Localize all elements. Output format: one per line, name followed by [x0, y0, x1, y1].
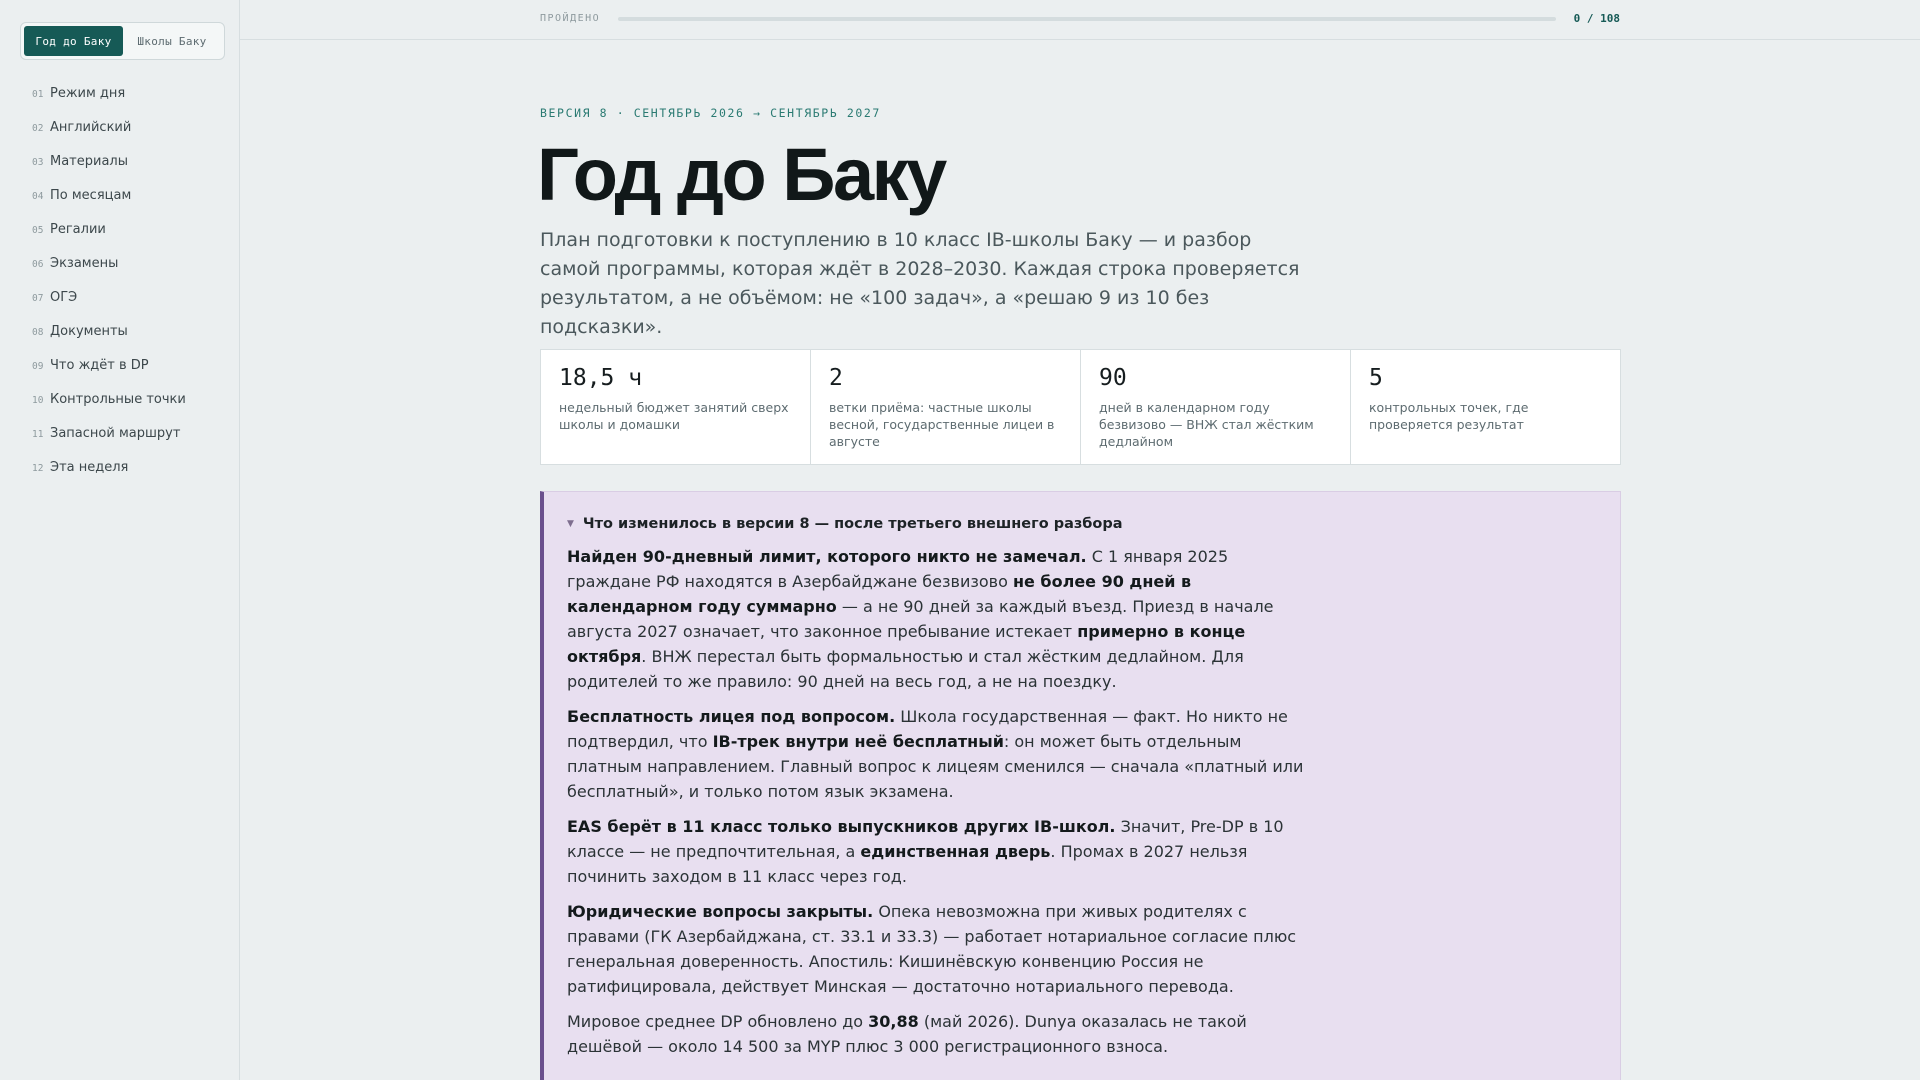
sidebar-item-zapasnoy-marshrut[interactable]	[32, 426, 186, 460]
text: . Промах в 2027 нельзя починить заходом в 11 класс через год.	[567, 842, 1248, 886]
text: Мировое среднее DP обновлено до	[567, 1012, 869, 1031]
emphasis: Юридические вопросы закрыты.	[567, 902, 874, 921]
callout-paragraph	[567, 704, 1307, 804]
nav-label: Эта неделя	[50, 460, 129, 475]
stat-description: контрольных точек, где проверяется результат	[1369, 400, 1529, 432]
nav-number: 12	[32, 463, 44, 474]
nav-number: 06	[32, 259, 44, 270]
tab-god-do-baku[interactable]: Год до Баку	[24, 26, 123, 56]
progress-label: ПРОЙДЕНО	[540, 13, 601, 24]
emphasis: EAS берёт в 11 класс только выпускников других IB-школ.	[567, 817, 1116, 836]
nav-number: 04	[32, 191, 44, 202]
stat-value: 18,5 ч	[559, 365, 643, 391]
sidebar-item-kontrolnye-tochki[interactable]	[32, 392, 186, 426]
text: Школа государственная — факт. Но никто не подтвердил, что	[567, 707, 1288, 751]
nav-number: 10	[32, 395, 44, 406]
sidebar-item-chto-zhdet-v-dp[interactable]	[32, 358, 186, 392]
caret-down-icon: ▼	[567, 519, 574, 529]
stats-row	[540, 349, 1621, 465]
emphasis: Найден 90-дневный лимит, которого никто не замечал.	[567, 547, 1087, 566]
callout-paragraph	[567, 814, 1307, 889]
nav-label: Запасной маршрут	[50, 426, 181, 441]
callout-body	[567, 544, 1307, 1059]
nav-number: 07	[32, 293, 44, 304]
nav-label: По месяцам	[50, 188, 132, 203]
stat-card	[811, 350, 1081, 464]
callout-toggle[interactable]	[567, 516, 1594, 532]
text: С 1 января 2025 граждане РФ находятся в Азербайджане безвизово	[567, 547, 1229, 591]
nav-label: Английский	[50, 120, 132, 135]
emphasis: 30,88	[868, 1012, 919, 1031]
nav-label: Режим дня	[50, 86, 126, 101]
stat-description: недельный бюджет занятий сверх школы и домашки	[559, 400, 789, 432]
emphasis: IB-трек внутри неё бесплатный	[712, 732, 1004, 751]
sidebar-item-eta-nedelya[interactable]	[32, 460, 186, 494]
sidebar-item-ekzameny[interactable]	[32, 256, 186, 290]
progress-track	[618, 17, 1556, 21]
text: . ВНЖ перестал быть формальностью и стал жёстким дедлайном. Для родителей то же правило: 90 дней на весь год, а не на поездку.	[567, 647, 1244, 691]
nav-number: 02	[32, 123, 44, 134]
nav-label: Экзамены	[50, 256, 119, 271]
nav-label: Что ждёт в DP	[50, 358, 149, 373]
section-nav	[32, 86, 186, 494]
nav-label: Материалы	[50, 154, 128, 169]
nav-number: 05	[32, 225, 44, 236]
changes-callout	[540, 491, 1621, 1080]
callout-summary: Что изменилось в версии 8 — после третьего внешнего разбора	[582, 516, 1123, 532]
emphasis: не более 90 дней в календарном году суммарно	[567, 572, 1192, 616]
page-title: Год до Баку	[537, 133, 945, 216]
emphasis: примерно в конце октября	[567, 622, 1246, 666]
text: (май 2026). Dunya оказалась не такой дешёвой — около 14 500 за MYP плюс 3 000 регистрационного взноса.	[567, 1012, 1247, 1056]
stat-description: дней в календарном году безвизово — ВНЖ стал жёстким дедлайном	[1099, 400, 1314, 449]
sidebar-item-po-mesyatsam[interactable]	[32, 188, 186, 222]
nav-number: 03	[32, 157, 44, 168]
text: Опека невозможна при живых родителях с правами (ГК Азербайджана, ст. 33.1 и 33.3) — работает нотариальное согласие плюс генеральная доверенность. Апостиль: Кишинёвскую конвенцию Россия не ратифицировала, действует Минская — достаточно нотариального перевода.	[567, 902, 1297, 996]
stat-card	[1351, 350, 1620, 464]
sidebar-item-rezhim-dnya[interactable]	[32, 86, 186, 120]
stat-value: 5	[1369, 365, 1383, 391]
stat-value: 2	[829, 365, 843, 391]
callout-paragraph	[567, 544, 1307, 694]
nav-label: Регалии	[50, 222, 106, 237]
sidebar-item-angliyskiy[interactable]	[32, 120, 186, 154]
nav-label: Контрольные точки	[50, 392, 186, 407]
sidebar-item-regalii[interactable]	[32, 222, 186, 256]
stat-card	[1081, 350, 1351, 464]
sidebar-item-oge[interactable]	[32, 290, 186, 324]
nav-number: 08	[32, 327, 44, 338]
emphasis: Бесплатность лицея под вопросом.	[567, 707, 896, 726]
sidebar	[0, 0, 240, 1080]
text: : он может быть отдельным платным направлением. Главный вопрос к лицеям сменился — сначала «платный или бесплатный», и только потом язык экзамена.	[567, 732, 1304, 801]
emphasis: единственная дверь	[860, 842, 1051, 861]
callout-paragraph	[567, 899, 1307, 999]
text: — а не 90 дней за каждый въезд. Приезд в начале августа 2027 означает, что законное пребывание истекает	[567, 597, 1274, 641]
tab-shkoly-baku[interactable]: Школы Баку	[137, 34, 207, 48]
progress-bar-header	[240, 0, 1920, 40]
version-eyebrow: ВЕРСИЯ 8 · СЕНТЯБРЬ 2026 → СЕНТЯБРЬ 2027	[540, 106, 881, 120]
text: Значит, Pre-DP в 10 классе — не предпочтительная, а	[567, 817, 1284, 861]
nav-label: ОГЭ	[50, 290, 78, 305]
progress-count: 0 / 108	[1573, 12, 1620, 25]
stat-value: 90	[1099, 365, 1127, 391]
lead-paragraph: План подготовки к поступлению в 10 класс IB-школы Баку — и разбор самой программы, которая ждёт в 2028–2030. Каждая строка проверяется результатом, а не объёмом: не «100 задач», а «решаю 9 из 10 без подсказки».	[540, 229, 1300, 338]
nav-number: 09	[32, 361, 44, 372]
sidebar-item-dokumenty[interactable]	[32, 324, 186, 358]
nav-label: Документы	[50, 324, 128, 339]
nav-number: 01	[32, 89, 44, 100]
callout-paragraph	[567, 1009, 1307, 1059]
sidebar-item-materialy[interactable]	[32, 154, 186, 188]
stat-card	[541, 350, 811, 464]
nav-number: 11	[32, 429, 44, 440]
stat-description: ветки приёма: частные школы весной, государственные лицеи в августе	[829, 400, 1055, 449]
guide-switcher	[20, 22, 225, 60]
